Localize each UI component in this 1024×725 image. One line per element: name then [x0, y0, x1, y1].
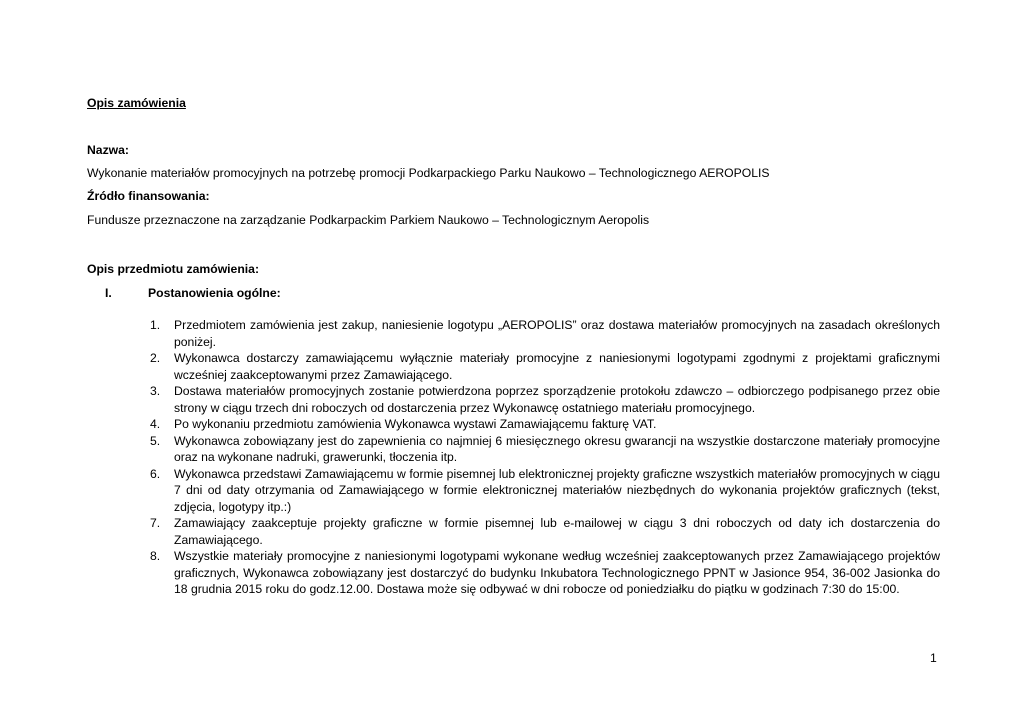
list-item [150, 466, 940, 516]
subject-label: Opis przedmiotu zamówienia: [87, 262, 259, 276]
list-item [150, 383, 940, 416]
list-item-text: Wykonawca przedstawi Zamawiającemu w formie pisemnej lub elektronicznej projekty graficzne wszystkich materiałów promocyjnych w ciągu 7 dni od daty otrzymania od Zamawiającego w formie elektronicznej materiałów niezbędnych do wykonania projektów graficznych (tekst, zdjęcia, logotypy itp.:) [174, 466, 940, 514]
list-item-text: Zamawiający zaakceptuje projekty graficzne w formie pisemnej lub e-mailowej w ciągu 3 dni roboczych od daty ich dostarczenia do Zamawiającego. [174, 516, 940, 547]
list-item [150, 433, 940, 466]
section-number: I. [105, 286, 112, 300]
name-value: Wykonanie materiałów promocyjnych na potrzebę promocji Podkarpackiego Parku Naukowo – Technologicznego AEROPOLIS [87, 166, 770, 180]
source-value: Fundusze przeznaczone na zarządzanie Podkarpackim Parkiem Naukowo – Technologicznym Aeropolis [87, 213, 650, 227]
list-item-number: 2. [150, 351, 161, 365]
list-item-number: 3. [150, 384, 161, 398]
list-item [150, 416, 940, 433]
list-item-number: 8. [150, 549, 161, 563]
list-item [150, 317, 940, 350]
name-label: Nazwa: [87, 143, 129, 157]
source-label: Źródło finansowania: [87, 189, 210, 203]
list-item-text: Wykonawca dostarczy zamawiającemu wyłącznie materiały promocyjne z naniesionymi logotypami zgodnymi z projektami graficznymi wcześniej zaakceptowanymi przez Zamawiającego. [174, 351, 940, 382]
list-item-text: Po wykonaniu przedmiotu zamówienia Wykonawca wystawi Zamawiającemu fakturę VAT. [174, 417, 657, 431]
list-item-number: 4. [150, 417, 161, 431]
requirements-list [150, 317, 940, 598]
list-item-text: Wszystkie materiały promocyjne z naniesionymi logotypami wykonane według wcześniej zaakceptowanych przez Zamawiającego projektów graficznych, Wykonawca zobowiązany jest dostarczyć do budynku Inkubatora Technologicznego PPNT w Jasionce 954, 36-002 Jasionka do 18 grudnia 2015 roku do godz.12.00. Dostawa może się odbywać w dni robocze od poniedziałku do piątku w godzinach 7:30 do 15:00. [174, 549, 940, 596]
list-item [150, 515, 940, 548]
list-item-number: 6. [150, 466, 161, 481]
list-item-text: Wykonawca zobowiązany jest do zapewnienia co najmniej 6 miesięcznego okresu gwarancji na wszystkie dostarczone materiały promocyjne oraz na wykonane nadruki, grawerunki, tłoczenia itp. [174, 433, 940, 464]
list-item-number: 7. [150, 516, 161, 530]
document-heading: Opis zamówienia [87, 96, 186, 110]
section-title: Postanowienia ogólne: [148, 286, 281, 300]
list-item [150, 350, 940, 383]
list-item-number: 5. [150, 433, 161, 448]
page-number: 1 [930, 651, 937, 665]
list-item-text: Dostawa materiałów promocyjnych zostanie potwierdzona poprzez sporządzenie protokołu zdawczo – odbiorczego podpisanego przez obie strony w ciągu trzech dni roboczych od dostarczenia przez Wykonawcę ostatniego materiału promocyjnego. [174, 384, 940, 415]
list-item-number: 1. [150, 318, 161, 332]
list-item-text: Przedmiotem zamówienia jest zakup, naniesienie logotypu „AEROPOLIS” oraz dostawa materiałów promocyjnych na zasadach określonych poniżej. [174, 318, 940, 349]
list-item [150, 548, 940, 598]
